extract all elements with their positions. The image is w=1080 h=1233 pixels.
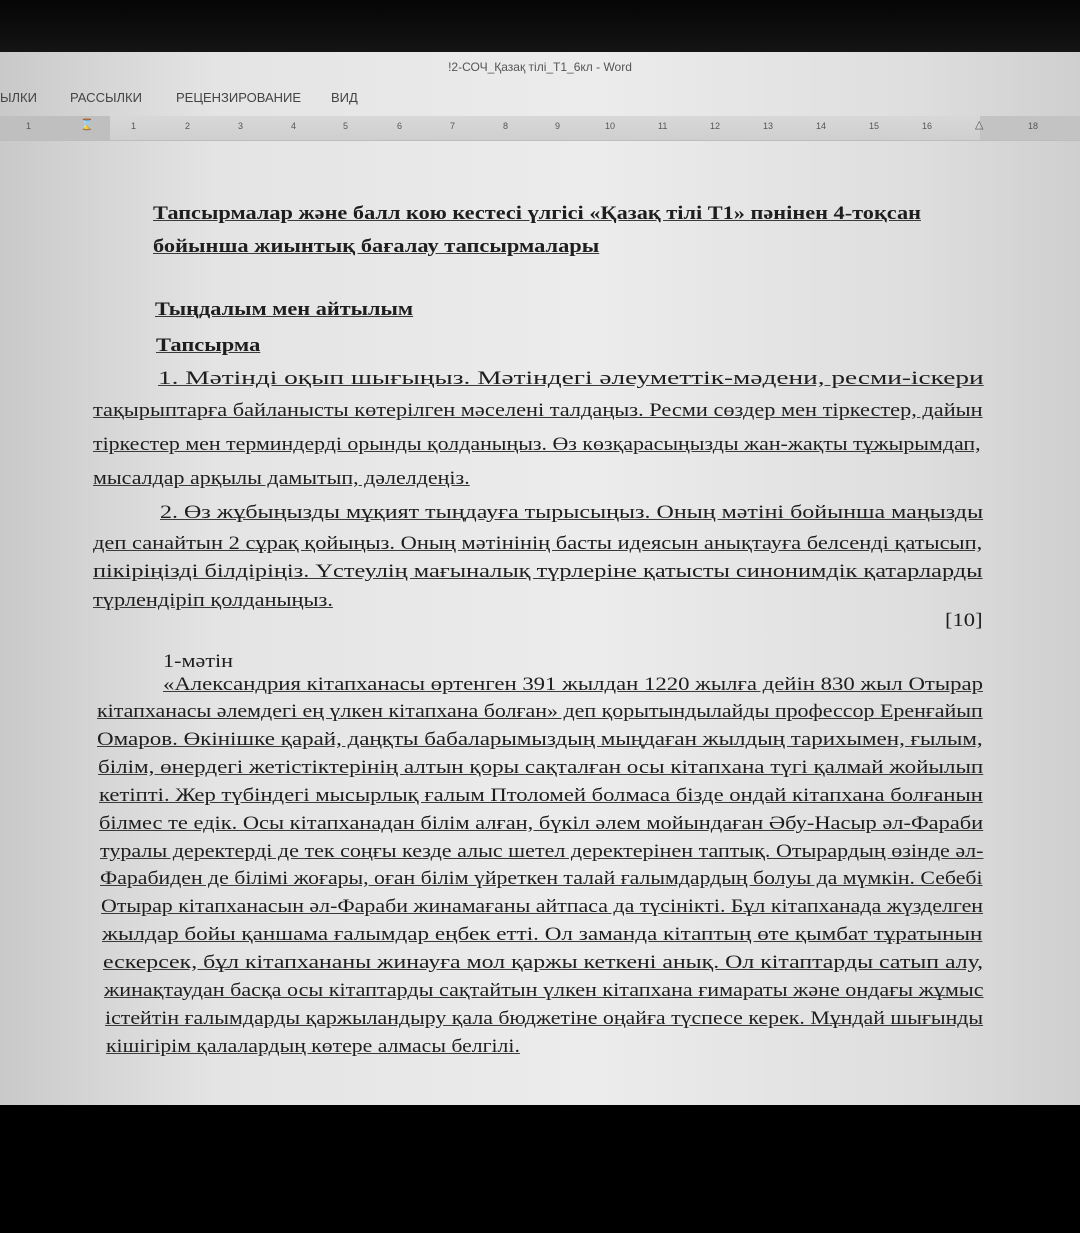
task1-line-2: тақырыптарға байланысты көтерілген мәселені талдаңыз. Ресми сөздер мен тіркестер, дайын — [93, 400, 983, 421]
indent-marker-icon[interactable]: ⌛ — [80, 119, 94, 131]
section-heading: Тыңдалым мен айтылым — [155, 299, 414, 320]
ruler-mark: 14 — [816, 121, 827, 131]
score-label: [10] — [945, 610, 983, 631]
ruler-mark: 3 — [238, 121, 244, 131]
ruler-mark: 15 — [869, 121, 880, 131]
text-line-2: кітапханасы әлемдегі ең үлкен кітапхана болған» деп қорытындылайды профессор Еренғайып — [97, 701, 983, 722]
tab-mailings[interactable]: РАССЫЛКИ — [70, 90, 142, 105]
task1-line-3: тіркестер мен терминдерді орынды қолданыңыз. Өз көзқарасыңызды жан-жақты тұжырымдап, — [93, 434, 981, 455]
tab-review[interactable]: РЕЦЕНЗИРОВАНИЕ — [176, 90, 302, 105]
task-heading: Тапсырма — [156, 335, 261, 356]
task2-line-1: 2. Өз жұбыңызды мұқият тыңдауға тырысыңыз. Оның мәтіні бойынша маңызды — [160, 502, 984, 523]
window-title: !2-СОЧ_Қазақ тілі_Т1_6кл - Word — [448, 60, 632, 74]
task2-line-4: түрлендіріп қолданыңыз. — [93, 590, 333, 611]
task2-line-3: пікіріңізді білдіріңіз. Үстеулің мағыналық түрлеріне қатысты синонимдік қатарларды — [93, 561, 983, 582]
text-line-6: білмес те едік. Осы кітапханадан білім алған, бүкіл әлем мойындаған Әбу-Насыр әл-Фараби — [99, 813, 984, 834]
text-line-10: жылдар бойы қаншама ғалымдар еңбек етті. Ол заманда кітаптың өте қымбат тұратынын — [102, 924, 983, 945]
ruler-mark: 4 — [291, 121, 297, 131]
monitor-bezel — [0, 0, 1080, 52]
text-line-8: Фарабиден де білімі жоғары, оған білім үйреткен талай ғалымдардың болуы да мүмкін. Себебі — [100, 868, 983, 889]
ruler-mark: 12 — [710, 121, 721, 131]
text-line-7: туралы деректерді де тек соңғы кезде алыс шетел деректерінен таптық. Отырардың өзінде әл- — [100, 841, 984, 862]
text-line-5: кетіпті. Жер түбіндегі мысырлық ғалым Птоломей болмаса бізде ондай кітапхана болғанын — [99, 785, 983, 806]
text-label: 1-мәтін — [163, 651, 234, 672]
horizontal-ruler[interactable] — [0, 116, 1080, 141]
text-line-11: ескерсек, бұл кітапхананы жинауға мол қаржы кеткені анық. Ол кітаптарды сатып алу, — [103, 952, 984, 973]
ruler-mark: 10 — [605, 121, 616, 131]
text-line-1: «Александрия кітапханасы өртенген 391 жылдан 1220 жылға дейін 830 жыл Отырар — [163, 674, 983, 695]
ruler-mark: 8 — [503, 121, 509, 131]
ruler-mark: 13 — [763, 121, 774, 131]
ruler-mark: 7 — [450, 121, 456, 131]
task1-line-4: мысалдар арқылы дамытып, дәлелдеңіз. — [93, 468, 470, 489]
task2-line-2: деп санайтын 2 сұрақ қойыңыз. Оның мәтінінің басты идеясын анықтауға белсенді қатысып, — [93, 533, 983, 554]
text-line-4: білім, өнердегі жетістіктерінің алтын қоры сақталған осы кітапхана түгі қалмай жойылып — [98, 757, 984, 778]
screen-bottom-bezel — [0, 1105, 1080, 1233]
ruler-mark: 9 — [555, 121, 561, 131]
ruler-mark: 2 — [185, 121, 191, 131]
text-line-12: жинақтаудан басқа осы кітаптарды сақтайтын үлкен кітапхана ғимараты және ондағы жұмыс — [104, 980, 984, 1001]
ruler-mark: 6 — [397, 121, 403, 131]
ruler-mark: 16 — [922, 121, 933, 131]
doc-title-line-1: Тапсырмалар және балл кою кестесі үлгісі «Қазақ тілі Т1» пәнінен 4-тоқсан — [153, 203, 921, 224]
ruler-mark: 18 — [1028, 121, 1039, 131]
doc-title-line-2: бойынша жиынтық бағалау тапсырмалары — [153, 236, 600, 257]
text-line-13: істейтін ғалымдарды қаржыландыру қала бюджетіне оңайға түспесе керек. Мұндай шығынды — [105, 1008, 984, 1029]
document-page[interactable] — [0, 140, 1080, 1105]
text-line-14: кішігірім қалалардың көтере алмасы белгілі. — [106, 1036, 520, 1057]
ruler-mark: 1 — [26, 121, 32, 131]
ruler-mark: 5 — [343, 121, 349, 131]
text-line-3: Омаров. Өкінішке қарай, даңқты бабаларымыздың мыңдаған жылдың тарихымен, ғылым, — [97, 729, 983, 750]
tab-ssylki[interactable]: ЫЛКИ — [0, 90, 37, 105]
ruler-mark: 1 — [131, 121, 137, 131]
right-indent-marker-icon[interactable]: △ — [975, 119, 984, 131]
tab-view[interactable]: ВИД — [331, 90, 358, 105]
task1-line-1: 1. Мәтінді оқып шығыңыз. Мәтіндегі әлеуметтік-мәдени, ресми-іскери — [158, 368, 984, 389]
ribbon-tabs — [0, 84, 1080, 112]
text-line-9: Отырар кітапханасын әл-Фараби жинамағаны айтпаса да түсінікті. Бұл кітапханада жүзделген — [101, 896, 984, 917]
ruler-mark: 11 — [658, 121, 668, 131]
